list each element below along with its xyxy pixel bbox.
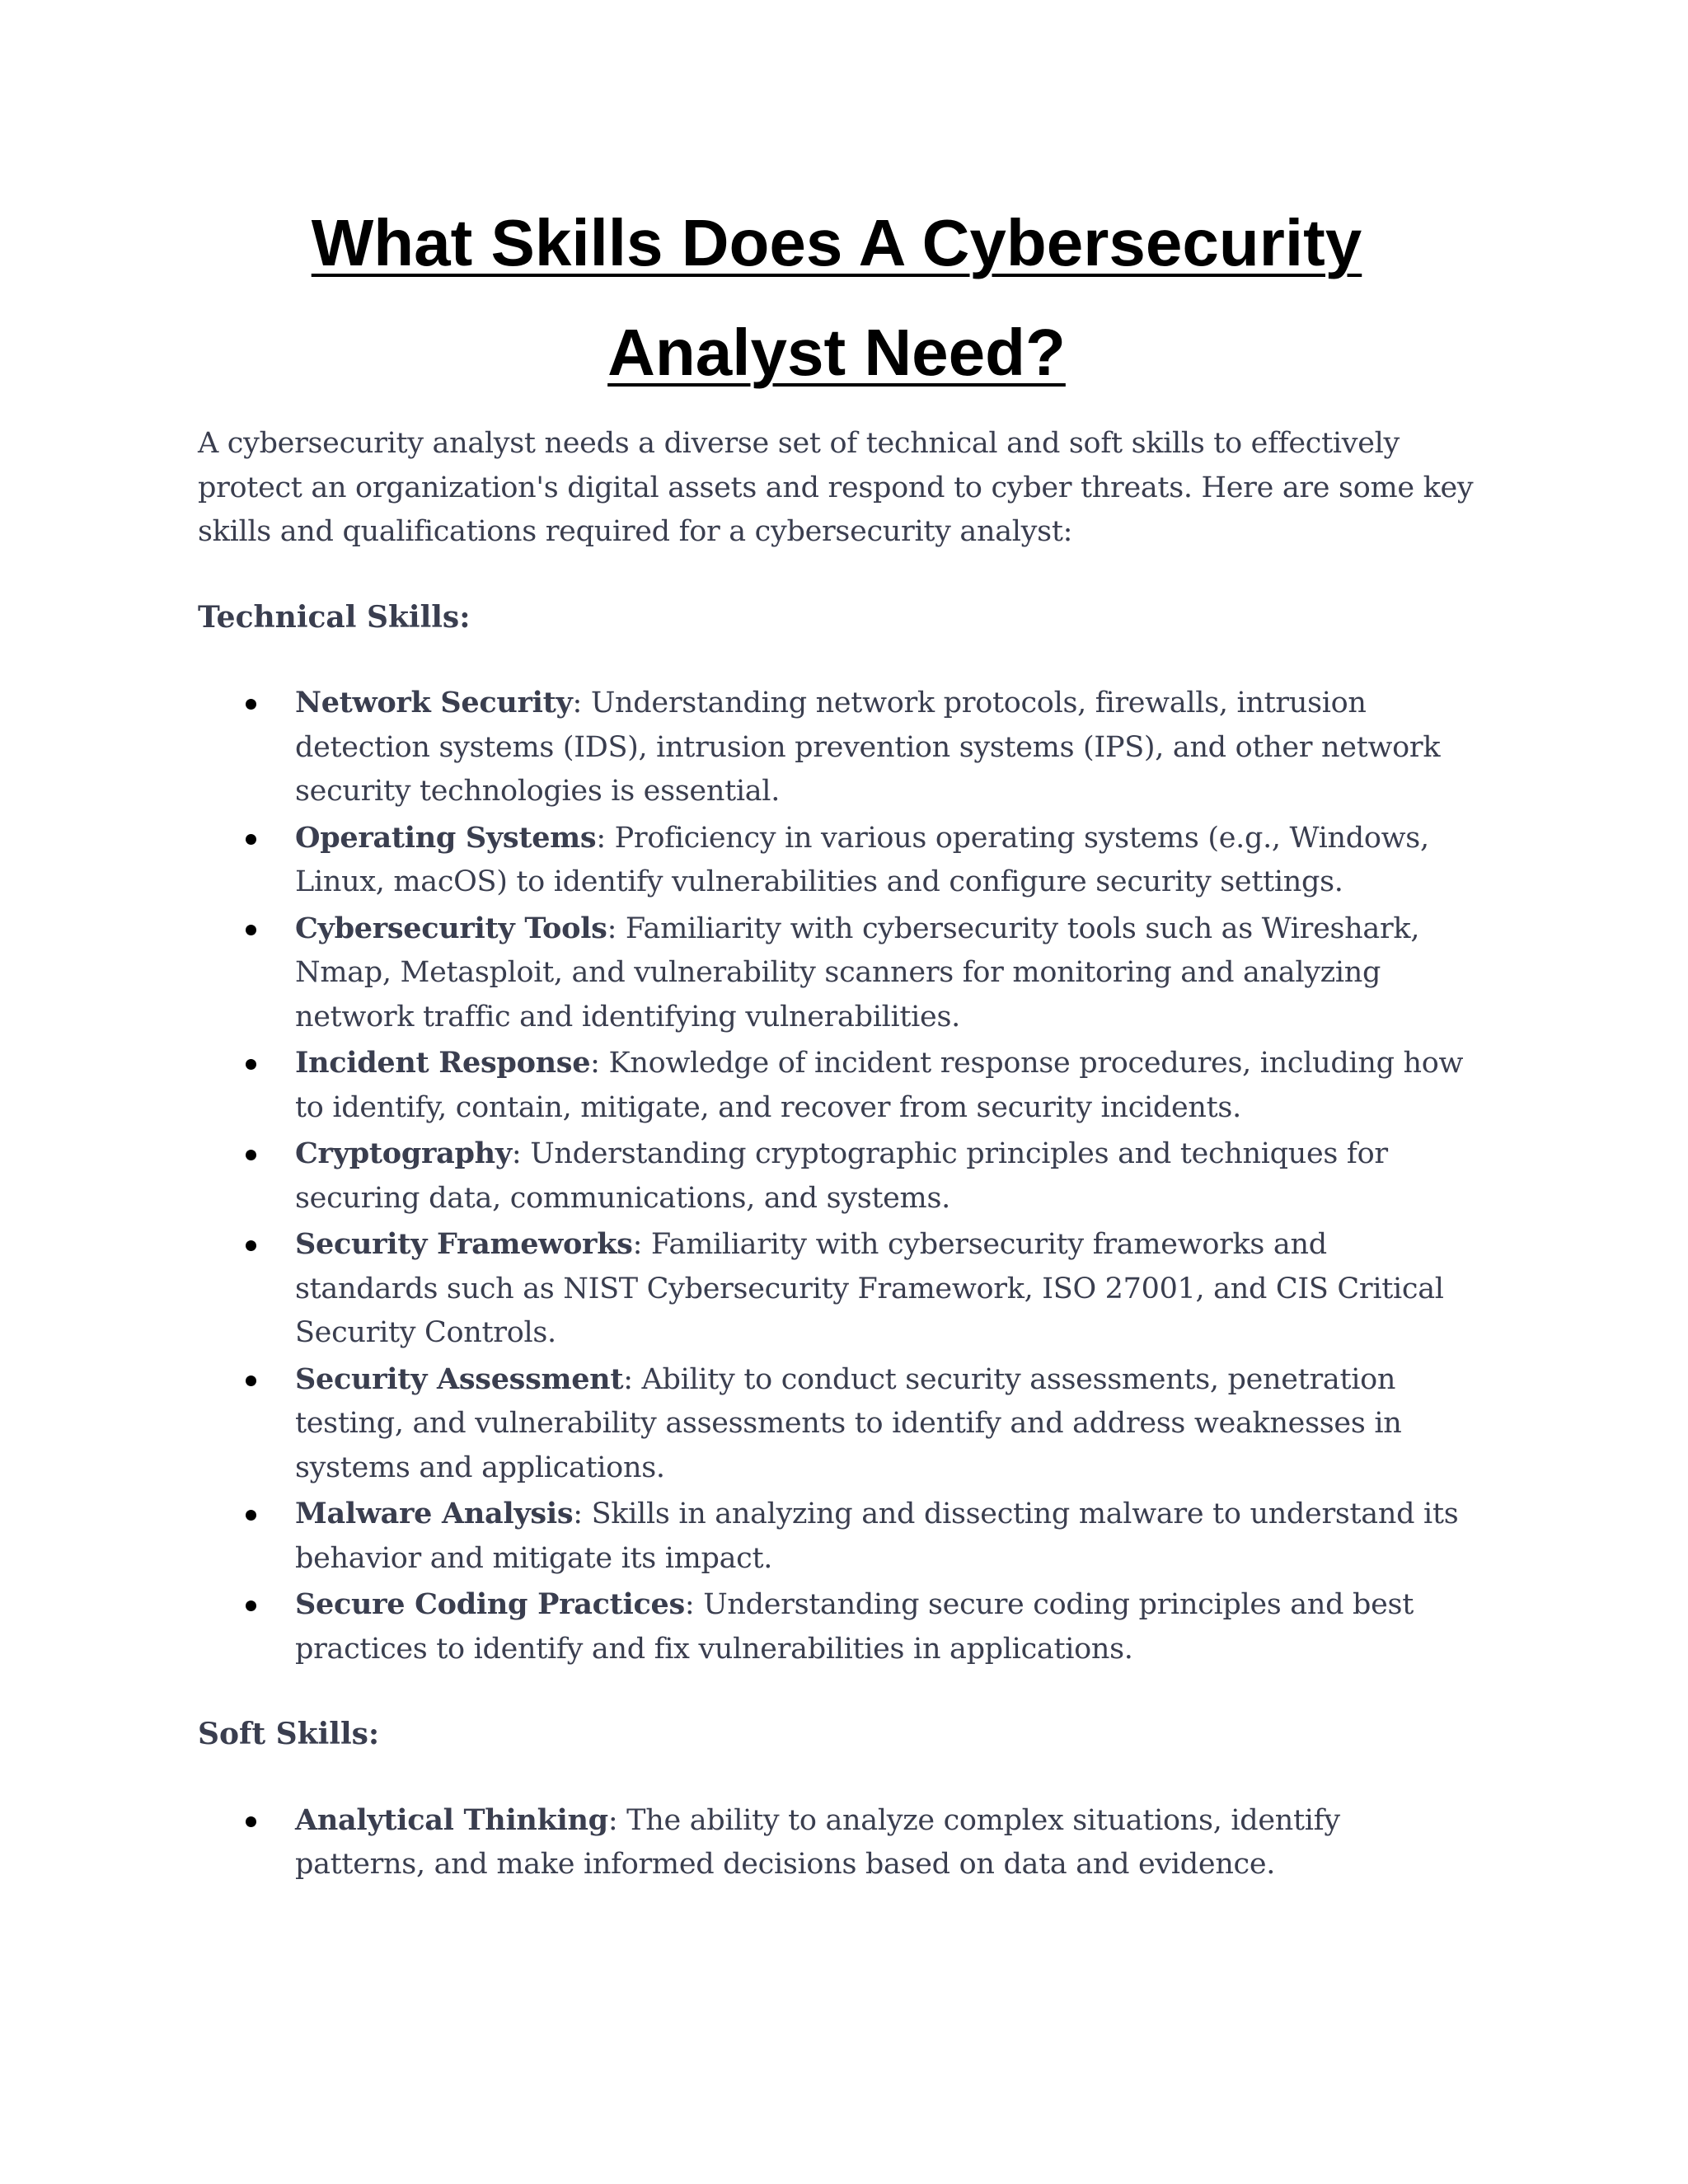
skill-description: Understanding cryptographic principles and techniques for securing data, communications, and systems. [295, 1137, 1388, 1215]
skill-name: Cryptography [295, 1137, 512, 1170]
list-item [295, 1357, 1475, 1491]
skill-description: Familiarity with cybersecurity frameworks and standards such as NIST Cybersecurity Framework, ISO 27001, and CIS Critical Security Controls. [295, 1228, 1444, 1349]
skill-description: Skills in analyzing and dissecting malware to understand its behavior and mitigate its impact. [295, 1497, 1459, 1575]
skill-name: Analytical Thinking [295, 1802, 608, 1837]
skill-separator: : [572, 687, 583, 719]
skill-name: Security Frameworks [295, 1227, 633, 1261]
list-item [295, 1041, 1475, 1130]
skill-separator: : [573, 1497, 583, 1530]
skill-description: Familiarity with cybersecurity tools such as Wireshark, Nmap, Metasploit, and vulnerability scanners for monitoring and analyzing network traffic and identifying vulnerabilities. [295, 912, 1420, 1033]
bullet-icon [246, 1816, 256, 1827]
skill-name: Cybersecurity Tools [295, 911, 607, 945]
title-line-1: What Skills Does A Cybersecurity [311, 206, 1362, 279]
skill-separator: : [590, 1047, 600, 1080]
skill-name: Secure Coding Practices [295, 1587, 685, 1621]
list-item [295, 816, 1475, 905]
skill-separator: : [623, 1362, 633, 1396]
list-item [295, 1582, 1475, 1671]
bullet-icon [246, 699, 256, 710]
bullet-icon [246, 1601, 256, 1611]
skill-separator: : [632, 1228, 643, 1261]
list-item [295, 1222, 1475, 1356]
skill-separator: : [511, 1137, 522, 1170]
list-item [295, 907, 1475, 1040]
skill-separator: : [607, 1803, 618, 1837]
document-title [198, 188, 1475, 407]
intro-paragraph: A cybersecurity analyst needs a diverse set of technical and soft skills to effectively protect an organization's digital assets and respond to cyber threats. Here are some key skills and qualifications required for a cybersecurity analyst: [198, 427, 1474, 548]
soft-skills-heading: Soft Skills: [198, 1717, 380, 1751]
skill-separator: : [596, 821, 606, 855]
skill-description: The ability to analyze complex situations, identify patterns, and make informed decisions based on data and evidence. [295, 1803, 1340, 1881]
bullet-icon [246, 1059, 256, 1070]
bullet-icon [246, 925, 256, 935]
bullet-icon [246, 1150, 256, 1160]
skill-description: Understanding secure coding principles and best practices to identify and fix vulnerabilities in applications. [295, 1588, 1414, 1666]
skill-separator: : [607, 912, 617, 945]
skill-description: Knowledge of incident response procedures, including how to identify, contain, mitigate, and recover from security incidents. [295, 1047, 1464, 1124]
list-item [295, 1492, 1475, 1581]
bullet-icon [246, 834, 256, 845]
skill-separator: : [684, 1588, 695, 1621]
skill-name: Security Assessment [295, 1361, 624, 1396]
technical-skills-heading: Technical Skills: [198, 599, 471, 635]
list-item [295, 681, 1475, 814]
skill-name: Network Security [295, 686, 573, 719]
bullet-icon [246, 1376, 256, 1386]
bullet-icon [246, 1510, 256, 1521]
list-item [295, 1132, 1475, 1221]
list-item [295, 1798, 1475, 1887]
technical-skills-list [198, 681, 1475, 1671]
title-line-2: Analyst Need? [607, 316, 1066, 389]
skill-description: Proficiency in various operating systems (e.g., Windows, Linux, macOS) to identify vulnerabilities and configure security settings. [295, 821, 1429, 898]
skill-description: Understanding network protocols, firewalls, intrusion detection systems (IDS), intrusion prevention systems (IPS), and other network security technologies is essential. [295, 687, 1441, 808]
skill-name: Malware Analysis [295, 1497, 574, 1530]
skill-name: Incident Response [295, 1046, 591, 1080]
soft-skills-list [198, 1798, 1475, 1887]
bullet-icon [246, 1240, 256, 1251]
skill-description: Ability to conduct security assessments, penetration testing, and vulnerability assessments to identify and address weaknesses in systems and applications. [295, 1362, 1402, 1484]
skill-name: Operating Systems [295, 820, 597, 855]
